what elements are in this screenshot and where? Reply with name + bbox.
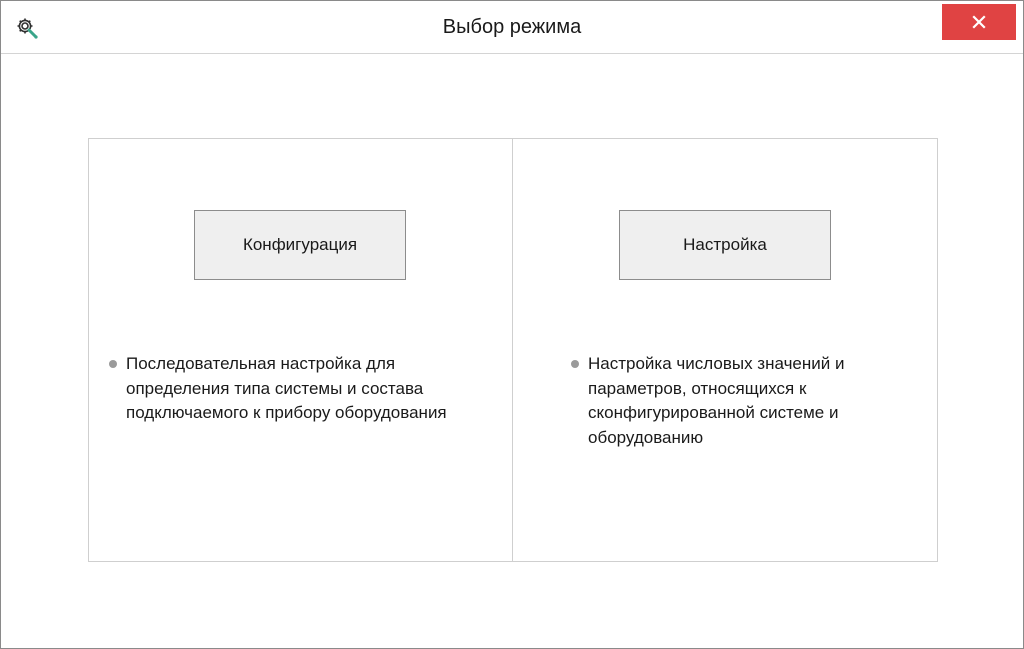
description-line: параметров, относящихся к	[588, 378, 807, 398]
bullet-icon	[109, 360, 117, 368]
bullet-icon	[571, 360, 579, 368]
description-line: Настройка числовых значений и	[588, 354, 845, 373]
mode-panel	[88, 138, 938, 562]
panel-divider	[512, 139, 513, 561]
description-line: Последовательная настройка для	[126, 354, 396, 373]
title-bar[interactable]	[1, 1, 1023, 54]
settings-button[interactable]: Настройка	[619, 210, 831, 280]
configuration-description	[126, 352, 506, 426]
description-line: оборудованию	[588, 427, 704, 447]
close-icon	[972, 15, 986, 29]
description-line: определения типа системы и состава	[126, 378, 424, 398]
settings-description	[588, 352, 888, 450]
close-button[interactable]	[942, 4, 1016, 40]
configuration-button[interactable]: Конфигурация	[194, 210, 406, 280]
window-title: Выбор режима	[442, 16, 582, 38]
description-line: подключаемого к прибору оборудования	[126, 403, 447, 422]
description-line: сконфигурированной системе и	[588, 403, 839, 422]
